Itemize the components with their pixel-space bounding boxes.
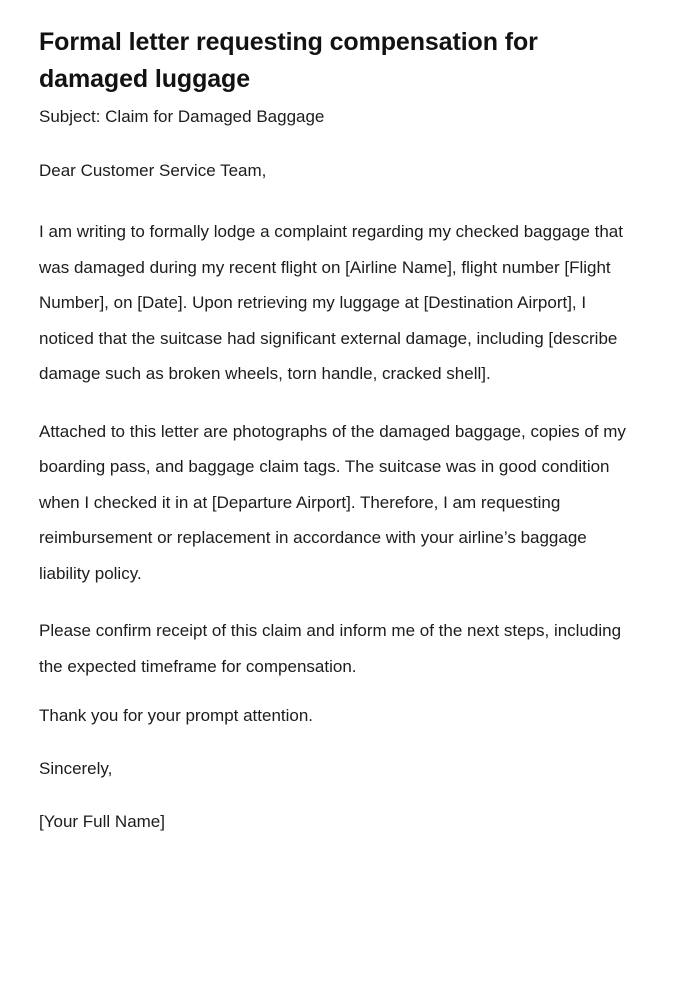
thanks-line: Thank you for your prompt attention. (39, 706, 314, 725)
body-paragraph-3: Please confirm receipt of this claim and inform me of the next steps, including the expected timeframe for compensation. (39, 621, 622, 676)
closing-line: Sincerely, (39, 759, 113, 778)
signature-name: [Your Full Name] (39, 812, 165, 831)
page-title: Formal letter requesting compensation for damaged luggage (39, 28, 538, 93)
body-paragraph-1: I am writing to formally lodge a complaint regarding my checked baggage that was damaged during my recent flight on [Airline Name], flight number [Flight Number], on [Date]. Upon retrieving my luggage at [Destination Airport], I noticed that the suitcase had significant external damage, including [describe damage such as broken wheels, torn handle, cracked shell]. (39, 222, 623, 383)
body-paragraph-2: Attached to this letter are photographs of the damaged baggage, copies of my boarding pass, and baggage claim tags. The suitcase was in good condition when I checked it in at [Departure Airport]. Therefore, I am requesting reimbursement or replacement in accordance with your airline’s baggage liability policy. (39, 421, 626, 583)
salutation: Dear Customer Service Team, (39, 161, 267, 180)
subject-line: Subject: Claim for Damaged Baggage (39, 107, 325, 126)
